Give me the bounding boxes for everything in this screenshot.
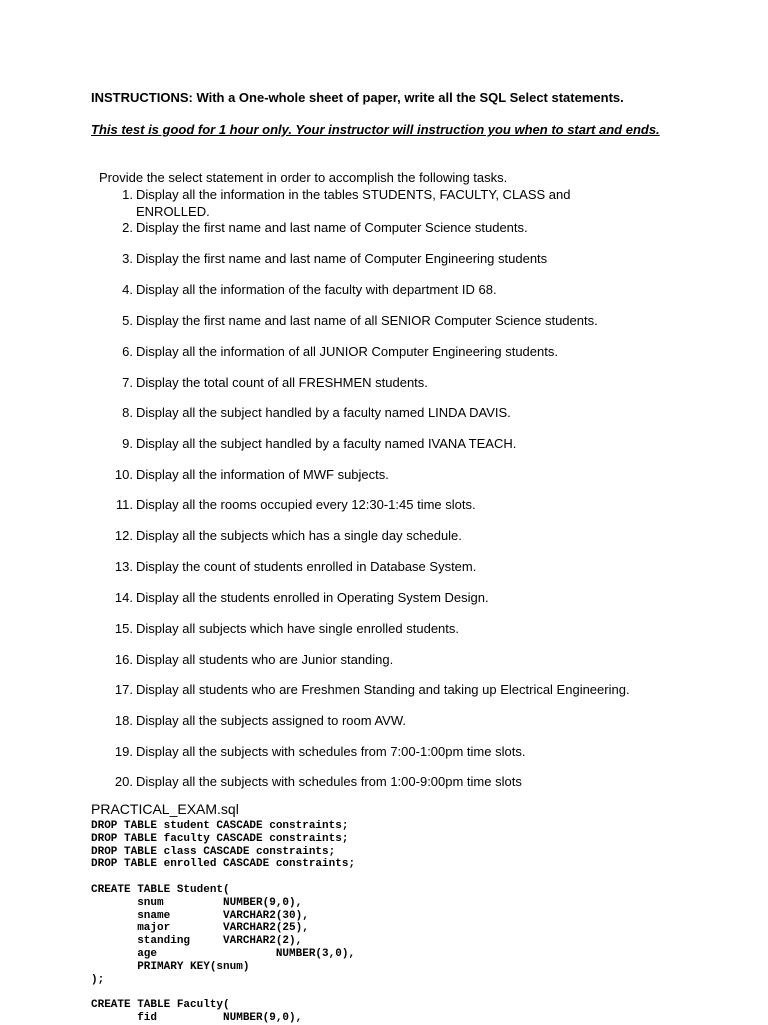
task-text: Display all the information of the faculty with department ID 68.: [136, 282, 497, 297]
list-item: [0, 404, 768, 421]
list-item: [0, 186, 768, 220]
task-text: Display all the information of all JUNIOR Computer Engineering students.: [136, 344, 558, 359]
list-item: [0, 712, 768, 729]
list-item: [0, 343, 768, 360]
list-item: [0, 281, 768, 298]
list-item: [0, 496, 768, 513]
task-text: Display all the students enrolled in Operating System Design.: [136, 590, 489, 605]
list-item: [0, 681, 768, 698]
list-item: [0, 219, 768, 236]
task-text: Display all the subjects assigned to room AVW.: [136, 713, 406, 728]
task-text: Display the first name and last name of Computer Science students.: [136, 220, 528, 235]
task-text: Display all the subject handled by a faculty named IVANA TEACH.: [136, 436, 517, 451]
task-number: 6.: [122, 344, 133, 359]
list-item: [0, 312, 768, 329]
list-item: [0, 620, 768, 637]
task-number: 18.: [114, 713, 133, 728]
task-text: Display all students who are Freshmen Standing and taking up Electrical Engineering.: [136, 682, 630, 697]
list-item: [0, 435, 768, 452]
task-number: 12.: [114, 528, 133, 543]
task-text: Display all the subjects with schedules from 1:00-9:00pm time slots: [136, 774, 522, 789]
task-number: 8.: [122, 405, 133, 420]
list-item: [0, 558, 768, 575]
task-text: Display all the subject handled by a faculty named LINDA DAVIS.: [136, 405, 511, 420]
sql-code-block: DROP TABLE student CASCADE constraints; DROP TABLE faculty CASCADE constraints; DROP TABLE class CASCADE constraints; DROP TABLE enrolled CASCADE constraints; CREATE TABLE Student( snum NUMBER(9,0), sname VARCHAR2(30), major VARCHAR2(25), standing VARCHAR2(2), age NUMBER(3,0), PRIMARY KEY(snum) ); CREATE TABLE Faculty( fid NUMBER(9,0),: [91, 820, 356, 1024]
task-text: Display all the subjects with schedules from 7:00-1:00pm time slots.: [136, 744, 526, 759]
list-item: [0, 250, 768, 267]
task-text: Display the count of students enrolled in Database System.: [136, 559, 477, 574]
list-item: [0, 773, 768, 790]
sql-filename: PRACTICAL_EXAM.sql: [91, 801, 239, 817]
task-number: 11.: [115, 497, 133, 512]
task-text: Display the first name and last name of all SENIOR Computer Science students.: [136, 313, 598, 328]
task-number: 17.: [114, 682, 133, 697]
list-item: [0, 466, 768, 483]
task-text: Display all the subjects which has a single day schedule.: [136, 528, 462, 543]
task-number: 10.: [114, 467, 133, 482]
task-intro: Provide the select statement in order to accomplish the following tasks.: [99, 170, 508, 185]
task-number: 1.: [122, 187, 133, 202]
task-text: Display all the information in the tables STUDENTS, FACULTY, CLASS and: [136, 187, 571, 202]
task-number: 5.: [122, 313, 133, 328]
task-number: 16.: [114, 652, 133, 667]
task-text: Display all the rooms occupied every 12:30-1:45 time slots.: [136, 497, 476, 512]
task-number: 9.: [122, 436, 133, 451]
task-text: Display all subjects which have single enrolled students.: [136, 621, 460, 636]
list-item: [0, 743, 768, 760]
task-text: Display the total count of all FRESHMEN students.: [136, 375, 428, 390]
time-warning: This test is good for 1 hour only. Your instructor will instruction you when to start and ends.: [91, 122, 660, 137]
task-text: Display all students who are Junior standing.: [136, 652, 394, 667]
list-item: [0, 589, 768, 606]
instructions-heading: INSTRUCTIONS: With a One-whole sheet of paper, write all the SQL Select statements.: [91, 90, 624, 105]
task-number: 15.: [114, 621, 133, 636]
list-item: [0, 527, 768, 544]
task-number: 4.: [122, 282, 133, 297]
task-number: 2.: [122, 220, 133, 235]
task-number: 3.: [122, 251, 133, 266]
task-number: 13.: [114, 559, 133, 574]
list-item: [0, 651, 768, 668]
task-text: Display all the information of MWF subjects.: [136, 467, 389, 482]
task-number: 7.: [122, 375, 133, 390]
task-number: 19.: [114, 744, 133, 759]
task-text: Display the first name and last name of Computer Engineering students: [136, 251, 548, 266]
task-number: 14.: [114, 590, 133, 605]
task-number: 20.: [114, 774, 133, 789]
list-item: [0, 374, 768, 391]
task-text-continued: ENROLLED.: [136, 204, 210, 219]
